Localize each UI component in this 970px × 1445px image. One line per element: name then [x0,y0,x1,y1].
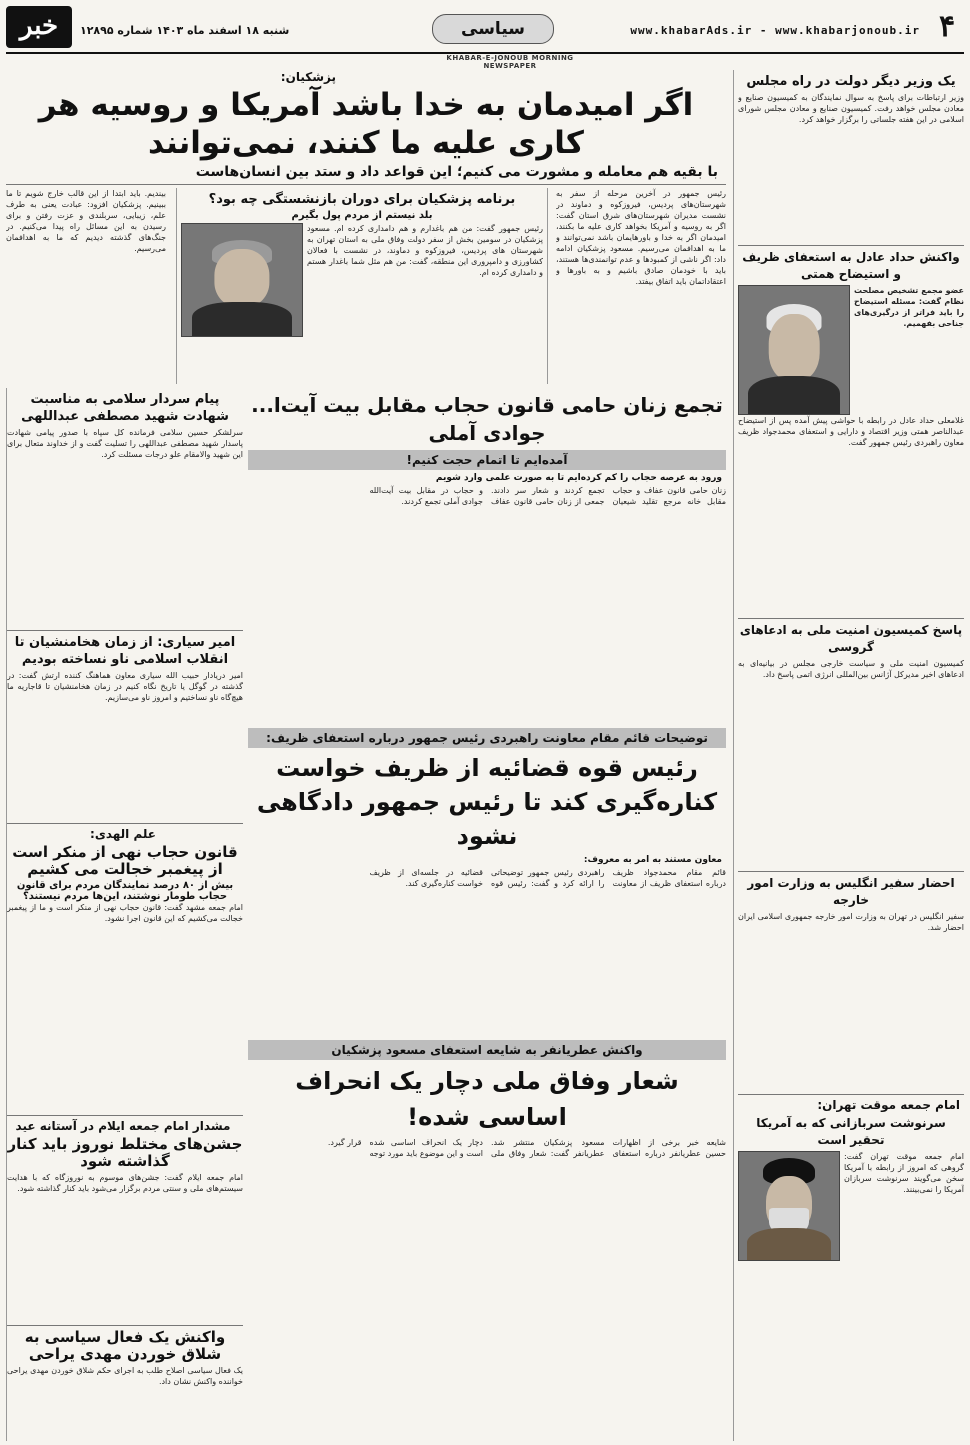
brief-grossi [738,622,964,868]
lead-continuation: بیندیم. باید ابتدا از این قالب خارج شویم تا ما ببینیم. پزشکیان افزود: عبادت یعنی به طرف علم، زیبایی، سربلندی و عزت رفتن و برای رسیدن به این مسائل راه پیدا می‌کنیم. در جنگ‌های گذشته دیدیم که ما به اهدافمان می‌رسیم. [6,189,166,253]
item-body: امیر دریادار حبیب الله سیاری معاون هماهنگ کننده ارتش گفت: در گذشته در گوگل یا تاریخ نگاه کنیم در زمان هخامنشیان تا قاجاریه ما هیچ‌گاه ناو نساختیم و امروز ناو می‌سازیم. [7,671,243,702]
newspaper-logo: خبر [6,6,72,48]
item-body: یک فعال سیاسی اصلاح طلب به اجرای حکم شلاق خوردن مهدی یراحی خواننده واکنش نشان داد. [7,1366,243,1386]
masthead [6,6,964,54]
brief-title: احضار سفیر انگلیس به وزارت امور خارجه [747,876,955,907]
story-gathering [248,391,726,725]
brief-title: یک وزیر دیگر دولت در راه مجلس [746,74,956,89]
item-kicker: علم الهدی: [90,827,156,841]
story-body: زنان حامی قانون عفاف و حجاب مقابل خانه مرجع تقلید شیعیان تجمع کردند و شعار سر دادند. جمعی از زنان حامی قانون عفاف و حجاب در مقابل بیت آیت‌الله جوادی آملی تجمع کردند. [369,486,726,506]
lead-deck: با بقیه هم معامله و مشورت می کنیم؛ این قواعد داد و ستد بین انسان‌هاست [195,164,718,180]
item-title: جشن‌های مختلط نوروز باید کنار گذاشته شود [7,1135,243,1170]
story-bar: توضیحات قائم مقام معاونت راهبردی رئیس جمهور درباره استعفای ظریف: [248,728,726,748]
brief-body: امام جمعه موقت تهران گفت: گروهی که امروز از رابطه با آمریکا سخن می‌گویند سرنوشت سربازان آمریکا را نمی‌بینند. [844,1152,964,1194]
box-body: رئیس جمهور گفت: من هم باغدارم و هم دامداری کرده ام. مسعود پزشکیان در سومین بخش از سفر دولت وفاق ملی به استان تهران به شهرستان های پردیس، فیروزکوه و دماوند، در نشست با فعالان کشاورزی و دامپروری این منطقه، گفت: من هم مثل شما باغدار هستم و دامداری کرده ام. [307,224,543,277]
lead-body: رئیس جمهور در آخرین مرحله از سفر به شهرستان‌های پردیس، فیروزکوه و دماوند در نشست مدیران شهرستان‌های شرق استان گفت: اگر به روسیه و آمریکا بخواهد کاری علیه ما بکنند، امیدمان اگر به خدا و باورهایمان باشد نمی‌توانند و ما به اهدافمان می‌رسیم. مسعود پزشکیان ادامه داد: اگر ناشی از کمبودها و عدم توانمندی‌ها هستند، باید با خودمان صادق باشیم و به باورها و اعتقاداتمان باید اتفاق بیفتد. [556,189,726,286]
brief-body: کمیسیون امنیت ملی و سیاست خارجی مجلس در بیانیه‌ای به ادعاهای اخیر مدیرکل آژانس بین‌المللی انرژی اتمی پاسخ داد. [738,659,964,679]
brief-title: سرنوشت سربازانی که به آمریکا تحقیر است [756,1116,946,1147]
center-stories [248,388,726,1441]
brief-friday-imam [738,1098,964,1261]
box-retirement [176,188,548,384]
left-column [6,388,243,1441]
page-number: ۴ [938,9,956,44]
story-body: شایعه خبر برخی از اظهارات حسین عطریانفر درباره استعفای مسعود پزشکیان منتشر شد. عطریانفر گفت: شعار وفاق ملی دچار یک انحراف اساسی شده است و این موضوع باید مورد توجه قرار گیرد. [327,1138,726,1158]
item-title: پیام سردار سلامی به مناسبت شهادت شهید مصطفی عبداللهی [21,392,229,424]
item-deck: بیش از ۸۰ درصد نمایندگان مردم برای قانون حجاب طومار نوشتند، این‌ها مردم نیستند؟ [16,880,234,902]
brief-body: وزیر ارتباطات برای پاسخ به سوال نمایندگان به کمیسیون صنایع و معادن مجلس خواهد رفت. کمیسیون صنایع و معادن مجلس شورای اسلامی در این هفته جلساتی را برگزار خواهد کرد. [738,93,964,124]
english-band: KHABAR-E-JONOUB MORNING NEWSPAPER [446,54,574,70]
right-column [733,70,964,1441]
story-sub: معاون مستند به امر به معروف: [583,855,722,865]
brief-uk-ambassador [738,875,964,1091]
item-title: قانون حجاب نهی از منکر است از پیغمبر خجالت می کشیم [12,843,238,878]
story-bar: آمده‌ایم تا اتمام حجت کنیم! [248,450,726,470]
story-resign [248,751,726,1037]
story-headline[interactable]: شعار وفاق ملی دچار یک انحراف اساسی شده! [295,1067,679,1131]
brief-title: پاسخ کمیسیون امنیت ملی به ادعاهای گروسی [739,623,963,654]
story-bar: واکنش عطریانفر به شایعه استعفای مسعود پزشکیان [248,1040,726,1060]
brief-minister [738,73,964,242]
website-urls[interactable]: www.khabarAds.ir - www.khabarjonoub.ir [630,24,920,37]
box-subtitle: بلد نیستم از مردم پول بگیرم [291,210,433,221]
portrait-photo [738,285,850,415]
main-area [6,70,726,1441]
story-headline[interactable]: تجمع زنان حامی قانون حجاب مقابل بیت آیت‌ا... جوادی آملی [251,393,723,445]
lead-headline[interactable]: اگر امیدمان به خدا باشد آمریکا و روسیه هر کاری علیه ما کنند، نمی‌توانند [38,87,694,161]
item-body: سرلشکر حسین سلامی فرمانده کل سپاه با صدور پیامی شهادت پاسدار شهید مصطفی عبداللهی را تسلیت گفت و از خداوند متعال برای این شهید والامقام علو درجات مسئلت کرد. [7,428,243,459]
president-photo [181,223,303,337]
brief-haddad [738,249,964,615]
item-body: امام جمعه ایلام گفت: جشن‌های موسوم به نوروزگاه که با هدایت سیستم‌های ملی و سنتی مردم برگزار می‌شود باید کنار گذاشته شود. [7,1173,243,1193]
lead-kicker: پزشکیان: [280,70,336,84]
story-sub: ورود به عرصه حجاب را کم کرده‌ایم تا به صورت علمی وارد شویم [435,473,722,483]
item-kicker: مشدار امام جمعه ایلام در آستانه عید [15,1119,231,1133]
item-body: امام جمعه مشهد گفت: قانون حجاب نهی از منکر است و ما از پیغمبر خجالت می‌کشیم که این قانون اجرا نشود. [7,903,243,923]
brief-title: واکنش حداد عادل به استعفای ظریف و استیضاح همتی [742,250,960,281]
section-label: سیاسی [432,14,554,44]
story-slogan [248,1063,726,1441]
brief-body: غلامعلی حداد عادل در رابطه با حواشی پیش آمده پس از استیضاح عبدالناصر همتی وزیر اقتصاد و دارایی و استعفای محمدجواد ظریف معاون راهبردی رئیس جمهور گفت. [738,416,964,447]
story-body: قائم مقام محمدجواد ظریف درباره استعفای ظریف از معاونت راهبردی رئیس جمهور توضیحاتی را ارائه کرد و گفت: رئیس قوه قضائیه در جلسه‌ای از ظریف خواست کناره‌گیری کند. [369,868,726,888]
brief-kicker: امام جمعه موقت تهران: [817,1098,960,1112]
cleric-photo [738,1151,840,1261]
item-title: امیر سیاری: از زمان هخامنشیان تا انقلاب اسلامی ناو نساخته بودیم [14,635,236,667]
brief-body: سفیر انگلیس در تهران به وزارت امور خارجه جمهوری اسلامی ایران احضار شد. [738,912,964,932]
brief-caption: عضو مجمع تشخیص مصلحت نظام گفت: مسئله استیضاح را باید فراتر از درگیری‌های جناحی بفهمیم. [854,286,964,328]
item-title: واکنش یک فعال سیاسی به شلاق خوردن مهدی یراحی [24,1328,226,1363]
story-headline[interactable]: رئیس قوه قضائیه از ظریف خواست کناره‌گیری کند تا رئیس جمهور دادگاهی نشود [256,754,718,850]
box-title: برنامه پزشکیان برای دوران بازنشستگی چه بود؟ [208,192,516,207]
dateline: شنبه ۱۸ اسفند ماه ۱۴۰۳ شماره ۱۲۸۹۵ [80,24,290,37]
